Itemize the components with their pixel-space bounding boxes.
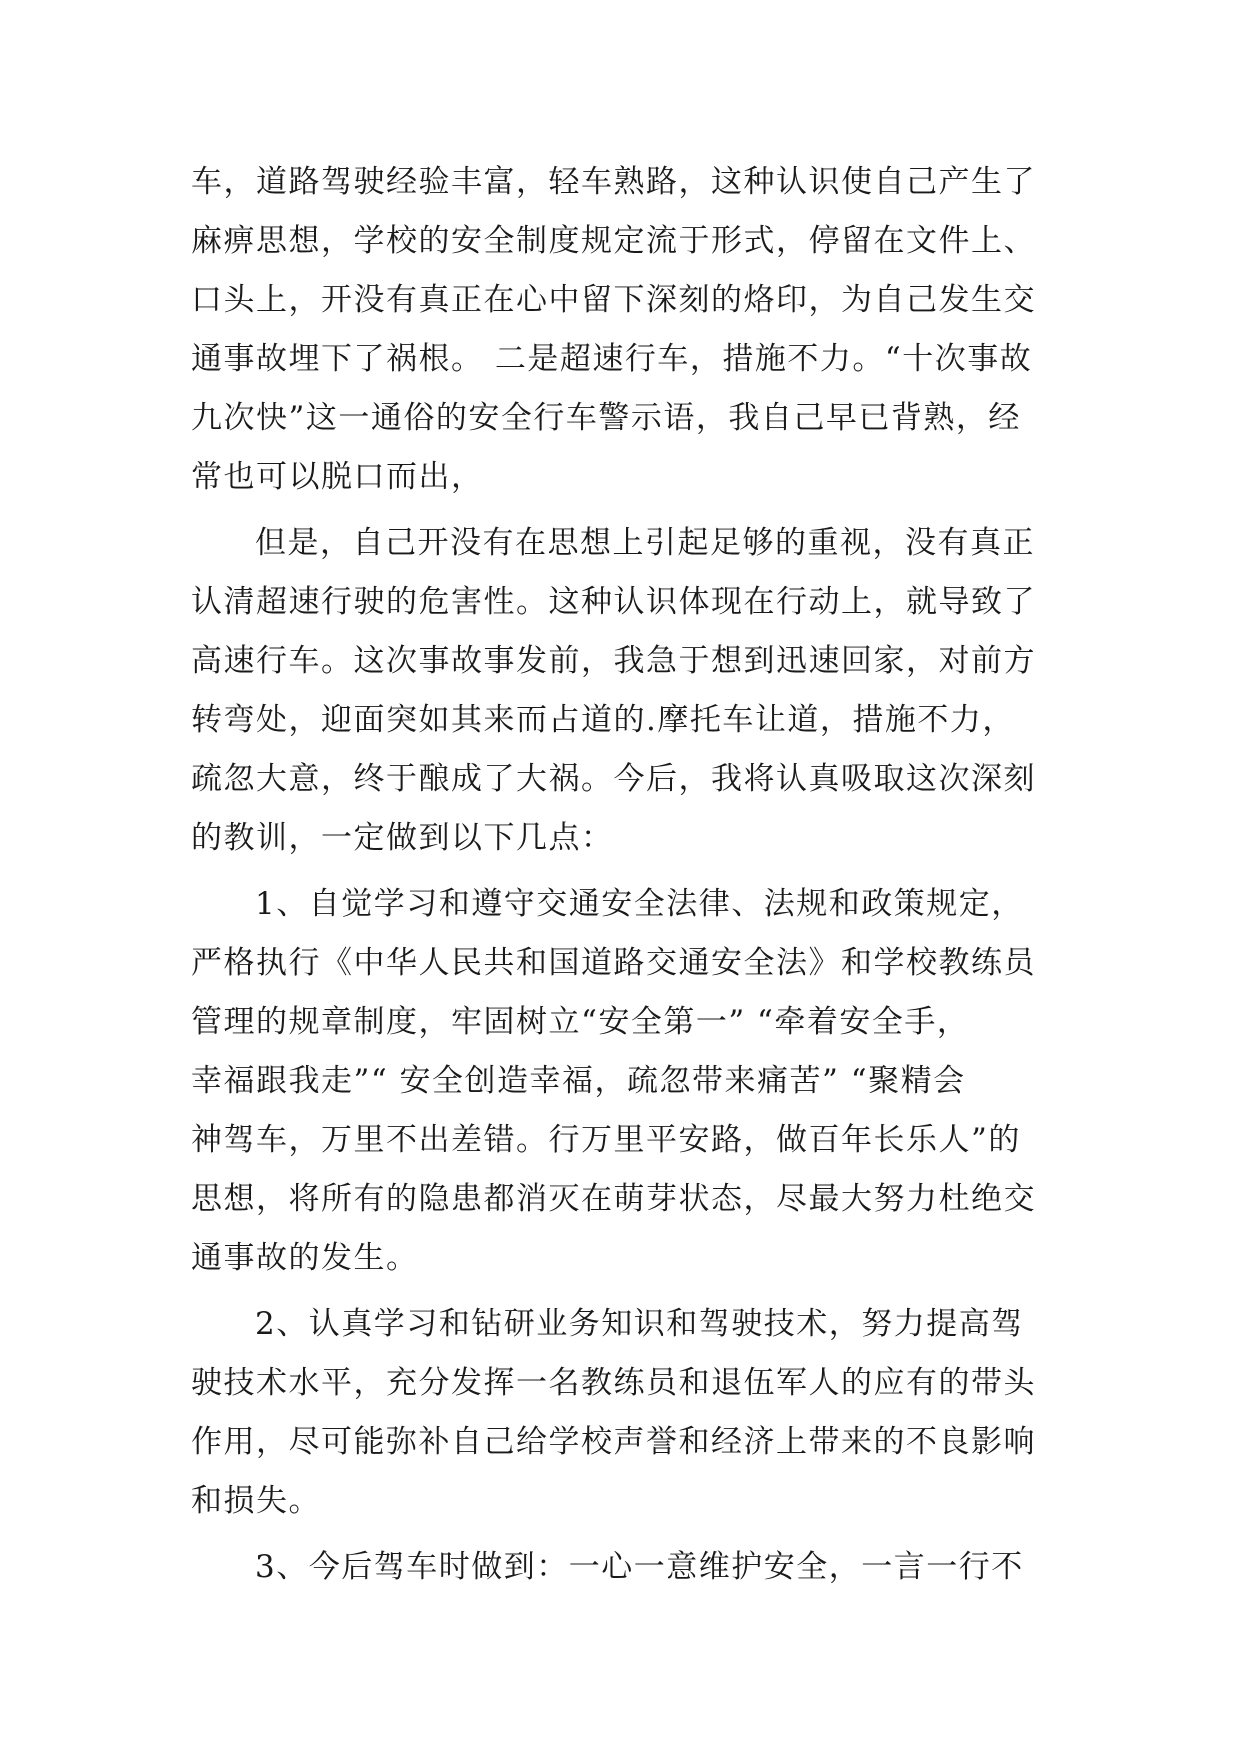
- text-line: 通事故埋下了祸根。 二是超速行车，措施不力。“十次事故: [191, 341, 1033, 377]
- text-line: 2、认真学习和钻研业务知识和驾驶技术，努力提高驾: [255, 1306, 1024, 1342]
- paragraph: [191, 1538, 1071, 1597]
- text-line: 思想，将所有的隐患都消灭在萌芽状态，尽最大努力杜绝交: [191, 1181, 1036, 1217]
- text-line: 幸福跟我走”“ 安全创造幸福，疏忽带来痛苦” “聚精会: [191, 1063, 966, 1099]
- text-line: 口头上，开没有真正在心中留下深刻的烙印，为自己发生交: [191, 282, 1036, 318]
- document-body: [191, 153, 1071, 1597]
- paragraph: [191, 153, 1071, 507]
- paragraph-gap: [191, 1288, 1071, 1295]
- text-line: 常也可以脱口而出，: [191, 459, 484, 495]
- paragraph-gap: [191, 507, 1071, 514]
- paragraph: [191, 1295, 1071, 1531]
- text-line: 的教训，一定做到以下几点：: [191, 820, 614, 856]
- paragraph: [191, 514, 1071, 868]
- text-line: 车，道路驾驶经验丰富，轻车熟路，这种认识使自己产生了: [191, 164, 1036, 200]
- text-line: 1、自觉学习和遵守交通安全法律、法规和政策规定，: [255, 886, 1024, 922]
- text-line: 转弯处，迎面突如其来而占道的.摩托车让道，措施不力，: [191, 702, 1015, 738]
- text-line: 严格执行《中华人民共和国道路交通安全法》和学校教练员: [191, 945, 1036, 981]
- text-line: 和损失。: [191, 1483, 321, 1519]
- text-line: 驶技术水平，充分发挥一名教练员和退伍军人的应有的带头: [191, 1365, 1036, 1401]
- text-line: 疏忽大意，终于酿成了大祸。今后，我将认真吸取这次深刻: [191, 761, 1036, 797]
- text-line: 通事故的发生。: [191, 1240, 419, 1276]
- text-line: 3、今后驾车时做到：一心一意维护安全，一言一行不: [255, 1549, 1024, 1585]
- text-line: 作用，尽可能弥补自己给学校声誉和经济上带来的不良影响: [191, 1424, 1036, 1460]
- text-line: 管理的规章制度，牢固树立“安全第一” “牵着安全手，: [191, 1004, 970, 1040]
- text-line: 九次快”这一通俗的安全行车警示语，我自己早已背熟，经: [191, 400, 1021, 436]
- text-line: 认清超速行驶的危害性。这种认识体现在行动上，就导致了: [191, 584, 1036, 620]
- text-line: 高速行车。这次事故事发前，我急于想到迅速回家，对前方: [191, 643, 1036, 679]
- text-line: 但是，自己开没有在思想上引起足够的重视，没有真正: [255, 525, 1035, 561]
- paragraph-gap: [191, 868, 1071, 875]
- text-line: 麻痹思想，学校的安全制度规定流于形式，停留在文件上、: [191, 223, 1036, 259]
- paragraph-gap: [191, 1531, 1071, 1538]
- paragraph: [191, 875, 1071, 1288]
- text-line: 神驾车，万里不出差错。行万里平安路，做百年长乐人”的: [191, 1122, 1021, 1158]
